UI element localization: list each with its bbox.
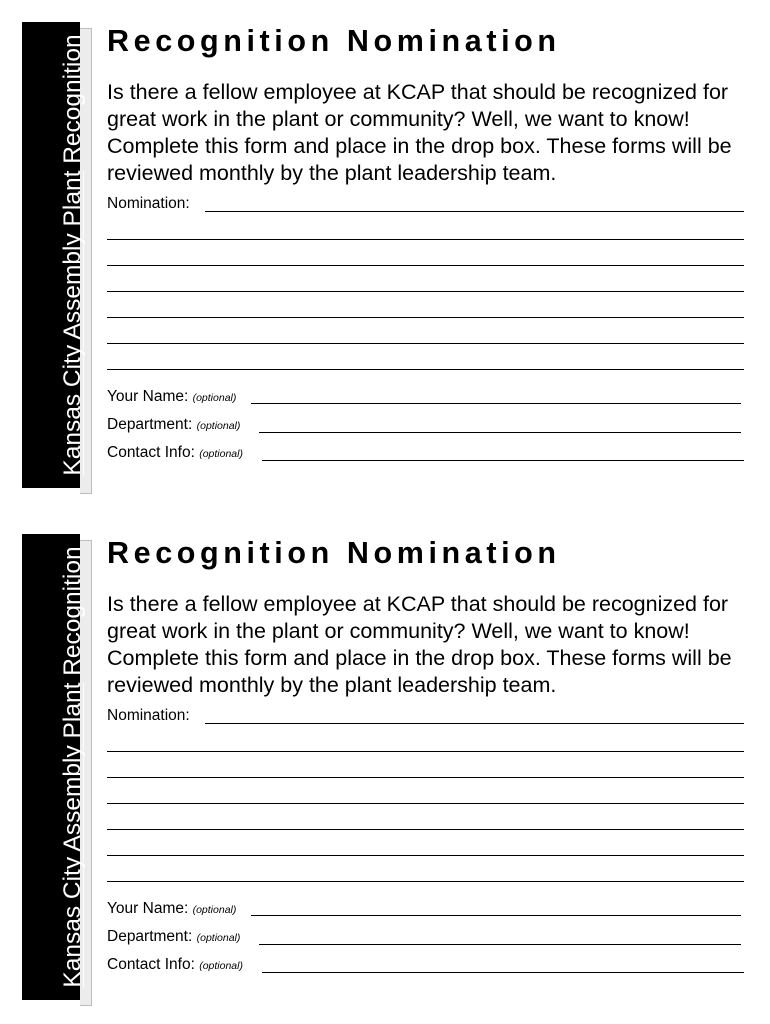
nomination-line[interactable] (205, 211, 744, 212)
side-bar-label-plant: Kansas City Assembly Plant (59, 170, 86, 476)
form-title: Recognition Nomination (107, 536, 561, 570)
nomination-extra-line[interactable] (107, 265, 744, 266)
nomination-extra-line[interactable] (107, 291, 744, 292)
side-bar (22, 534, 86, 1000)
nomination-extra-line[interactable] (107, 343, 744, 344)
nomination-extra-line[interactable] (107, 881, 744, 882)
optional-note: (optional) (196, 420, 241, 432)
nomination-extra-line[interactable] (107, 317, 744, 318)
nomination-extra-line[interactable] (107, 803, 744, 804)
nomination-card-top (0, 22, 770, 492)
contact-info-line[interactable] (262, 460, 744, 461)
contact-info-text: Contact Info: (107, 444, 195, 461)
optional-note: (optional) (199, 448, 243, 460)
department-text: Department: (107, 928, 193, 945)
contact-info-label (107, 444, 243, 463)
nomination-extra-line[interactable] (107, 777, 744, 778)
nomination-label: Nomination: (107, 707, 190, 724)
side-bar-label (53, 534, 93, 1000)
your-name-label (107, 900, 236, 919)
side-bar-label-recognition: Recognition (59, 546, 86, 676)
nomination-line[interactable] (205, 723, 744, 724)
department-text: Department: (107, 416, 193, 433)
side-bar-label-plant: Kansas City Assembly Plant (59, 682, 86, 988)
your-name-line[interactable] (251, 403, 741, 404)
contact-info-label (107, 956, 243, 975)
nomination-extra-line[interactable] (107, 829, 744, 830)
your-name-text: Your Name: (107, 900, 189, 917)
nomination-card-bottom (0, 534, 770, 1004)
side-bar (22, 22, 86, 488)
optional-note: (optional) (192, 392, 237, 404)
department-label (107, 928, 240, 947)
department-line[interactable] (259, 432, 741, 433)
nomination-extra-line[interactable] (107, 751, 744, 752)
nomination-extra-line[interactable] (107, 239, 744, 240)
your-name-label (107, 388, 236, 407)
form-intro-text: Is there a fellow employee at KCAP that should be recognized for great work in the plant or community? Well, we want to know! Complete this form and place in the drop box. These forms will be reviewed monthly by the plant leadership team. (107, 80, 732, 185)
optional-note: (optional) (192, 904, 237, 916)
form-title: Recognition Nomination (107, 24, 561, 58)
side-bar-label (53, 22, 93, 488)
optional-note: (optional) (199, 960, 243, 972)
your-name-line[interactable] (251, 915, 741, 916)
contact-info-text: Contact Info: (107, 956, 195, 973)
nomination-extra-line[interactable] (107, 855, 744, 856)
nomination-extra-line[interactable] (107, 369, 744, 370)
optional-note: (optional) (196, 932, 241, 944)
contact-info-line[interactable] (262, 972, 744, 973)
your-name-text: Your Name: (107, 388, 189, 405)
department-label (107, 416, 240, 435)
nomination-label: Nomination: (107, 195, 190, 212)
side-bar-label-recognition: Recognition (59, 34, 86, 164)
department-line[interactable] (259, 944, 741, 945)
form-intro-text: Is there a fellow employee at KCAP that should be recognized for great work in the plant or community? Well, we want to know! Complete this form and place in the drop box. These forms will be reviewed monthly by the plant leadership team. (107, 592, 732, 697)
